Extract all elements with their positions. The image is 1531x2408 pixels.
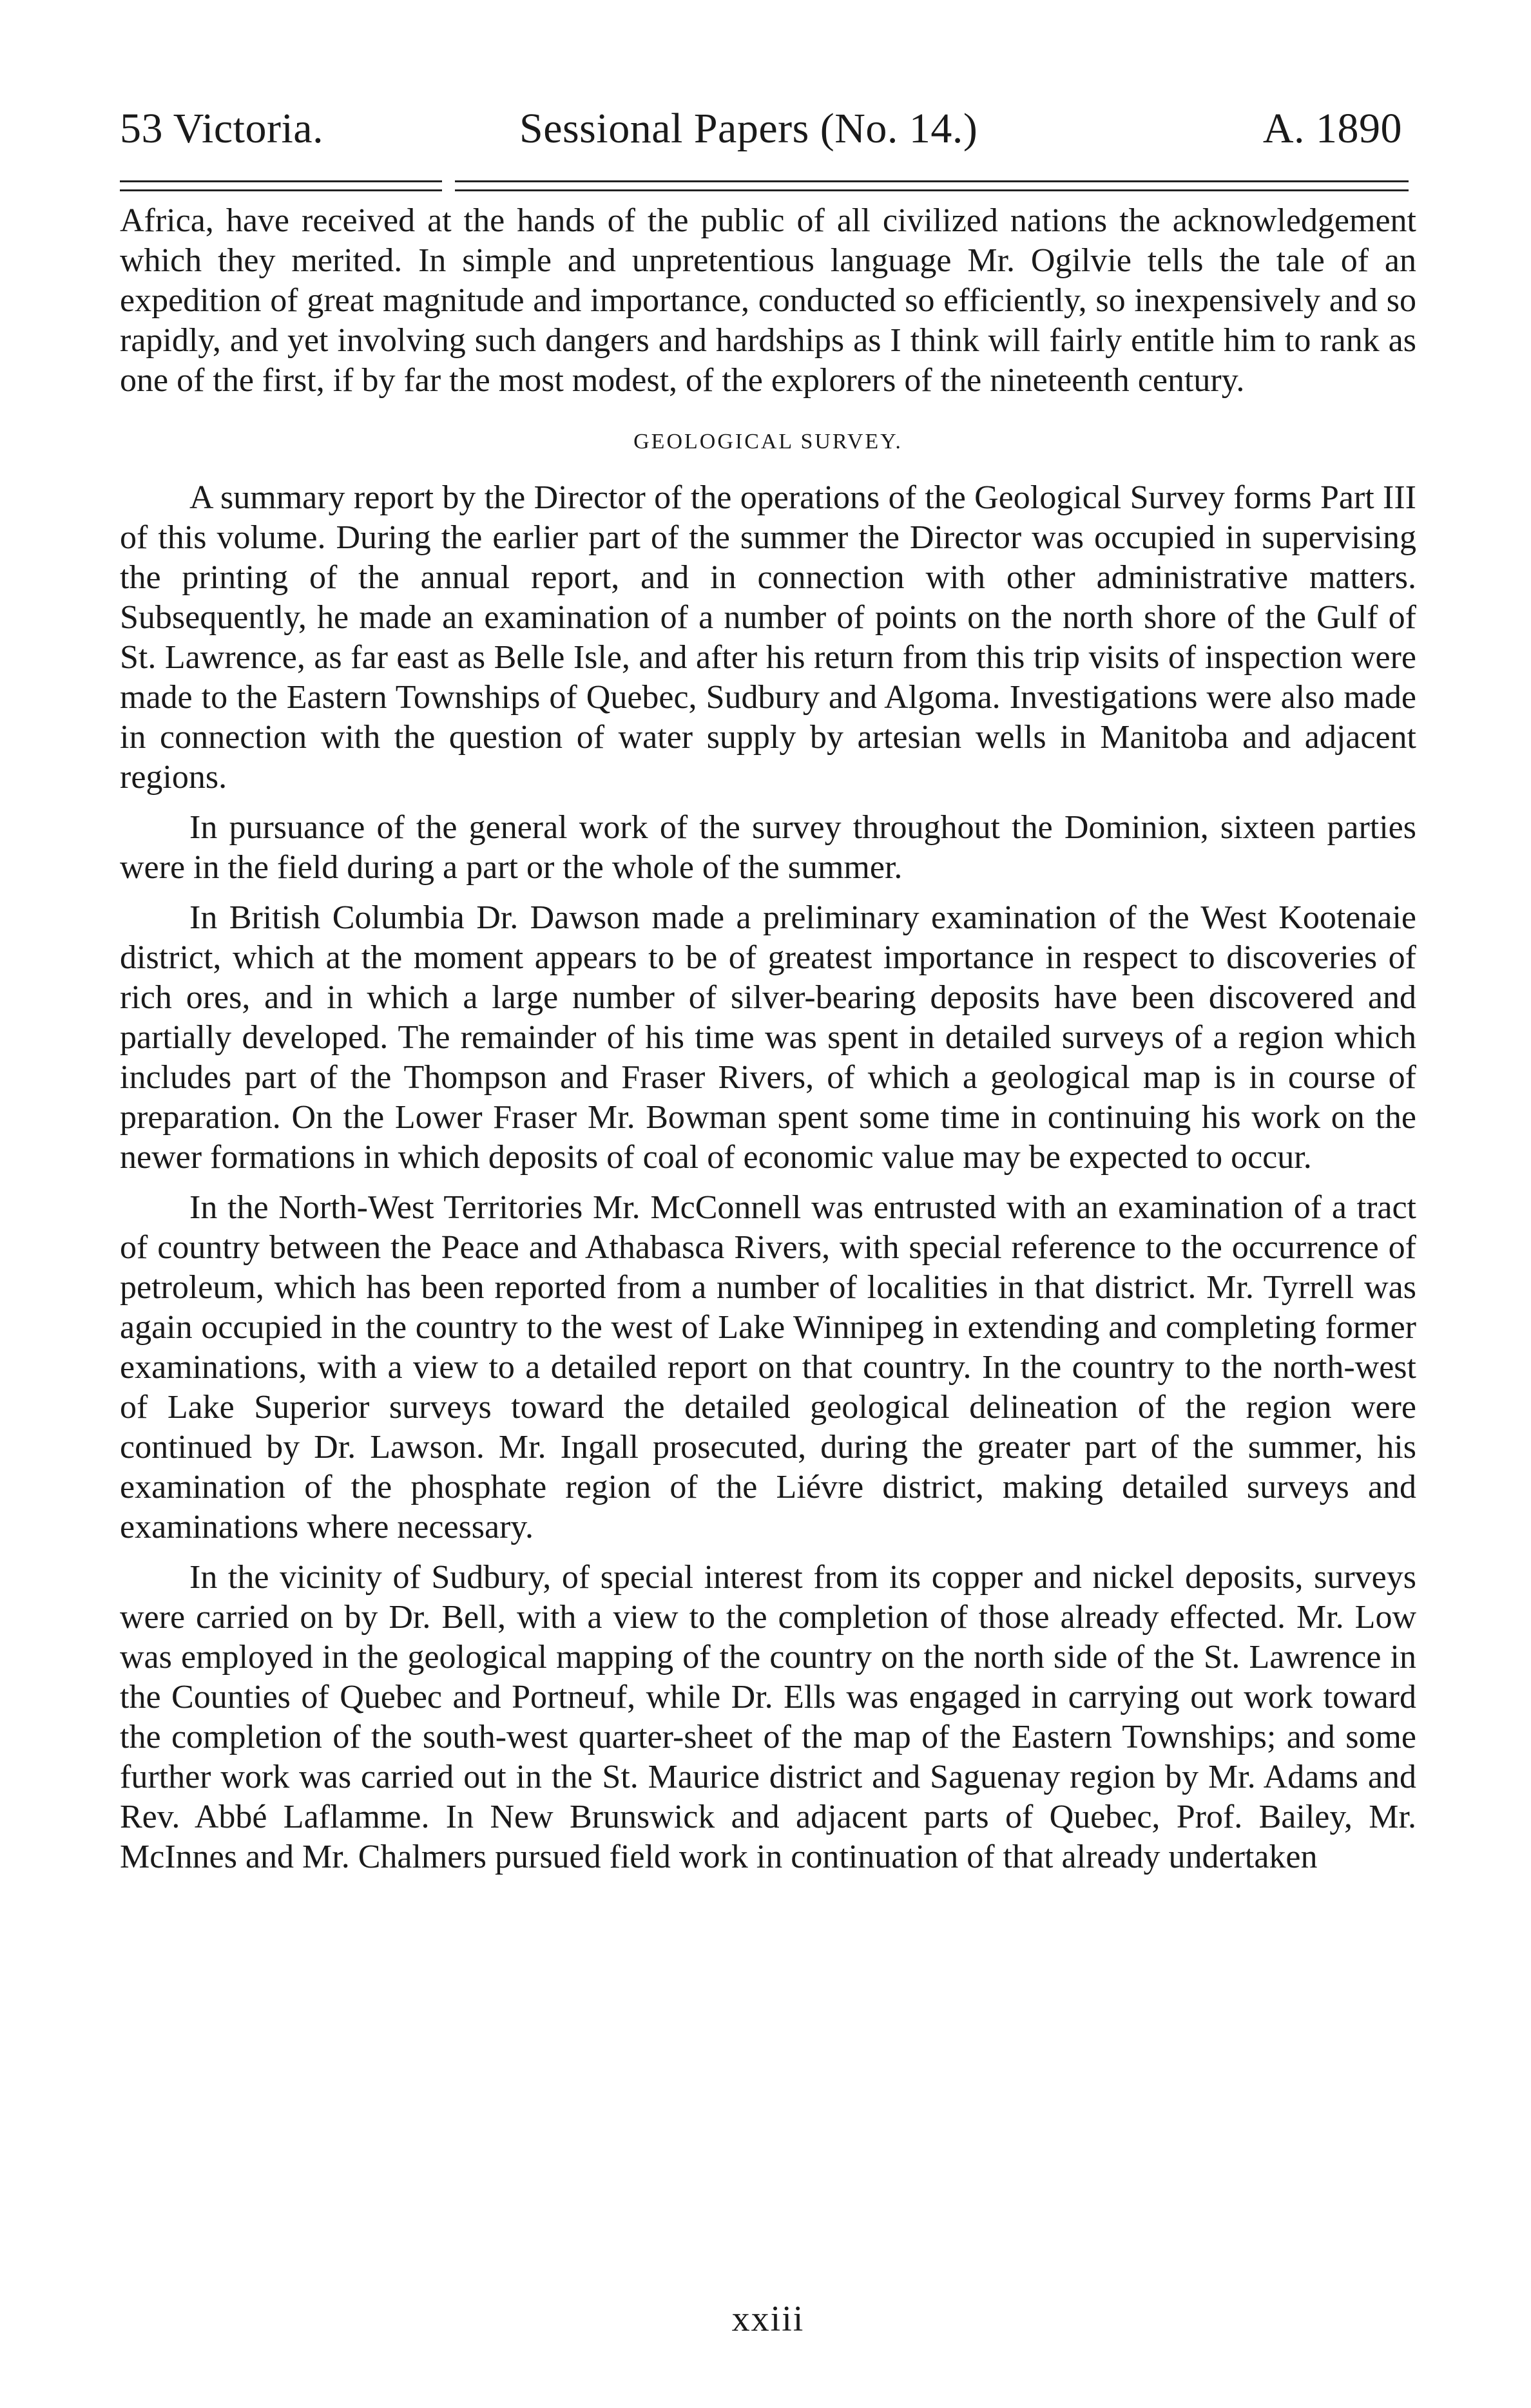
body-paragraph: In the vicinity of Sudbury, of special interest from its copper and nickel deposits, surveys were carried on by Dr. Bell, with a view to the completion of those already effected. Mr. Low was employed in the geological mapping of the country on the north side of the St. Lawrence in the Counties of Quebec and Portneuf, while Dr. Ells was engaged in carrying out work toward the completion of the south-west quarter-sheet of the map of the Eastern Townships; and some further work was carried out in the St. Maurice district and Saguenay region by Mr. Adams and Rev. Abbé Laflamme. In New Brunswick and adjacent parts of Quebec, Prof. Bailey, Mr. McInnes and Mr. Chalmers pursued field work in continuation of that already undertaken bbox=[120, 1559, 1416, 1875]
page-body bbox=[120, 201, 1416, 1877]
continued-paragraph: Africa, have received at the hands of the public of all civilized nations the acknowledgement which they merited. In simple and unpretentious language Mr. Ogilvie tells the tale of an expedition of great magnitude and importance, conducted so efficiently, so inexpensively and so rapidly, and yet involving such dangers and hardships as I think will fairly entitle him to rank as one of the first, if by far the most modest, of the explorers of the nineteenth century. bbox=[120, 202, 1416, 399]
body-paragraph: In pursuance of the general work of the survey throughout the Dominion, sixteen parties were in the field during a part or the whole of the summer. bbox=[120, 809, 1416, 886]
running-header bbox=[120, 97, 1416, 174]
header-rule-line bbox=[455, 189, 1409, 191]
header-rule-line bbox=[120, 180, 442, 182]
header-title: Sessional Papers (No. 14.) bbox=[519, 105, 978, 152]
header-double-rule bbox=[120, 174, 1416, 201]
body-paragraph: In the North-West Territories Mr. McConnell was entrusted with an examination of a tract of country between the Peace and Athabasca Rivers, with special reference to the occurrence of petroleum, which has been reported from a number of localities in that district. Mr. Tyrrell was again occupied in the country to the west of Lake Winnipeg in extending and completing former examinations, with a view to a detailed report on that country. In the country to the north-west of Lake Superior surveys toward the detailed geological delineation of the region were continued by Dr. Lawson. Mr. Ingall prosecuted, during the greater part of the summer, his examination of the phosphate region of the Liévre district, making detailed surveys and examinations where necessary. bbox=[120, 1189, 1416, 1545]
section-heading: GEOLOGICAL SURVEY. bbox=[633, 430, 903, 454]
header-session: 53 Victoria. bbox=[120, 105, 324, 152]
document-page bbox=[120, 97, 1416, 2339]
header-year: A. 1890 bbox=[1262, 105, 1402, 152]
body-paragraph: In British Columbia Dr. Dawson made a preliminary examination of the West Kootenaie district, which at the moment appears to be of greatest importance in respect to discoveries of rich ores, and in which a large number of silver-bearing deposits have been discovered and partially developed. The remainder of his time was spent in detailed surveys of a region which includes part of the Thompson and Fraser Rivers, of which a geological map is in course of preparation. On the Lower Fraser Mr. Bowman spent some time in continuing his work on the newer formations in which deposits of coal of economic value may be expected to occur. bbox=[120, 899, 1416, 1176]
header-rule-line bbox=[455, 180, 1409, 182]
body-paragraph: A summary report by the Director of the operations of the Geological Survey forms Part III of this volume. During the earlier part of the summer the Director was occupied in supervising the printing of the annual report, and in connection with other administrative matters. Subsequently, he made an examination of a number of points on the north shore of the Gulf of St. Lawrence, as far east as Belle Isle, and after his return from this trip visits of inspection were made to the Eastern Townships of Quebec, Sudbury and Algoma. Investigations were also made in connection with the question of water supply by artesian wells in Manitoba and adjacent regions. bbox=[120, 479, 1416, 796]
header-rule-line bbox=[120, 189, 442, 191]
page-number: xxiii bbox=[731, 2299, 805, 2339]
